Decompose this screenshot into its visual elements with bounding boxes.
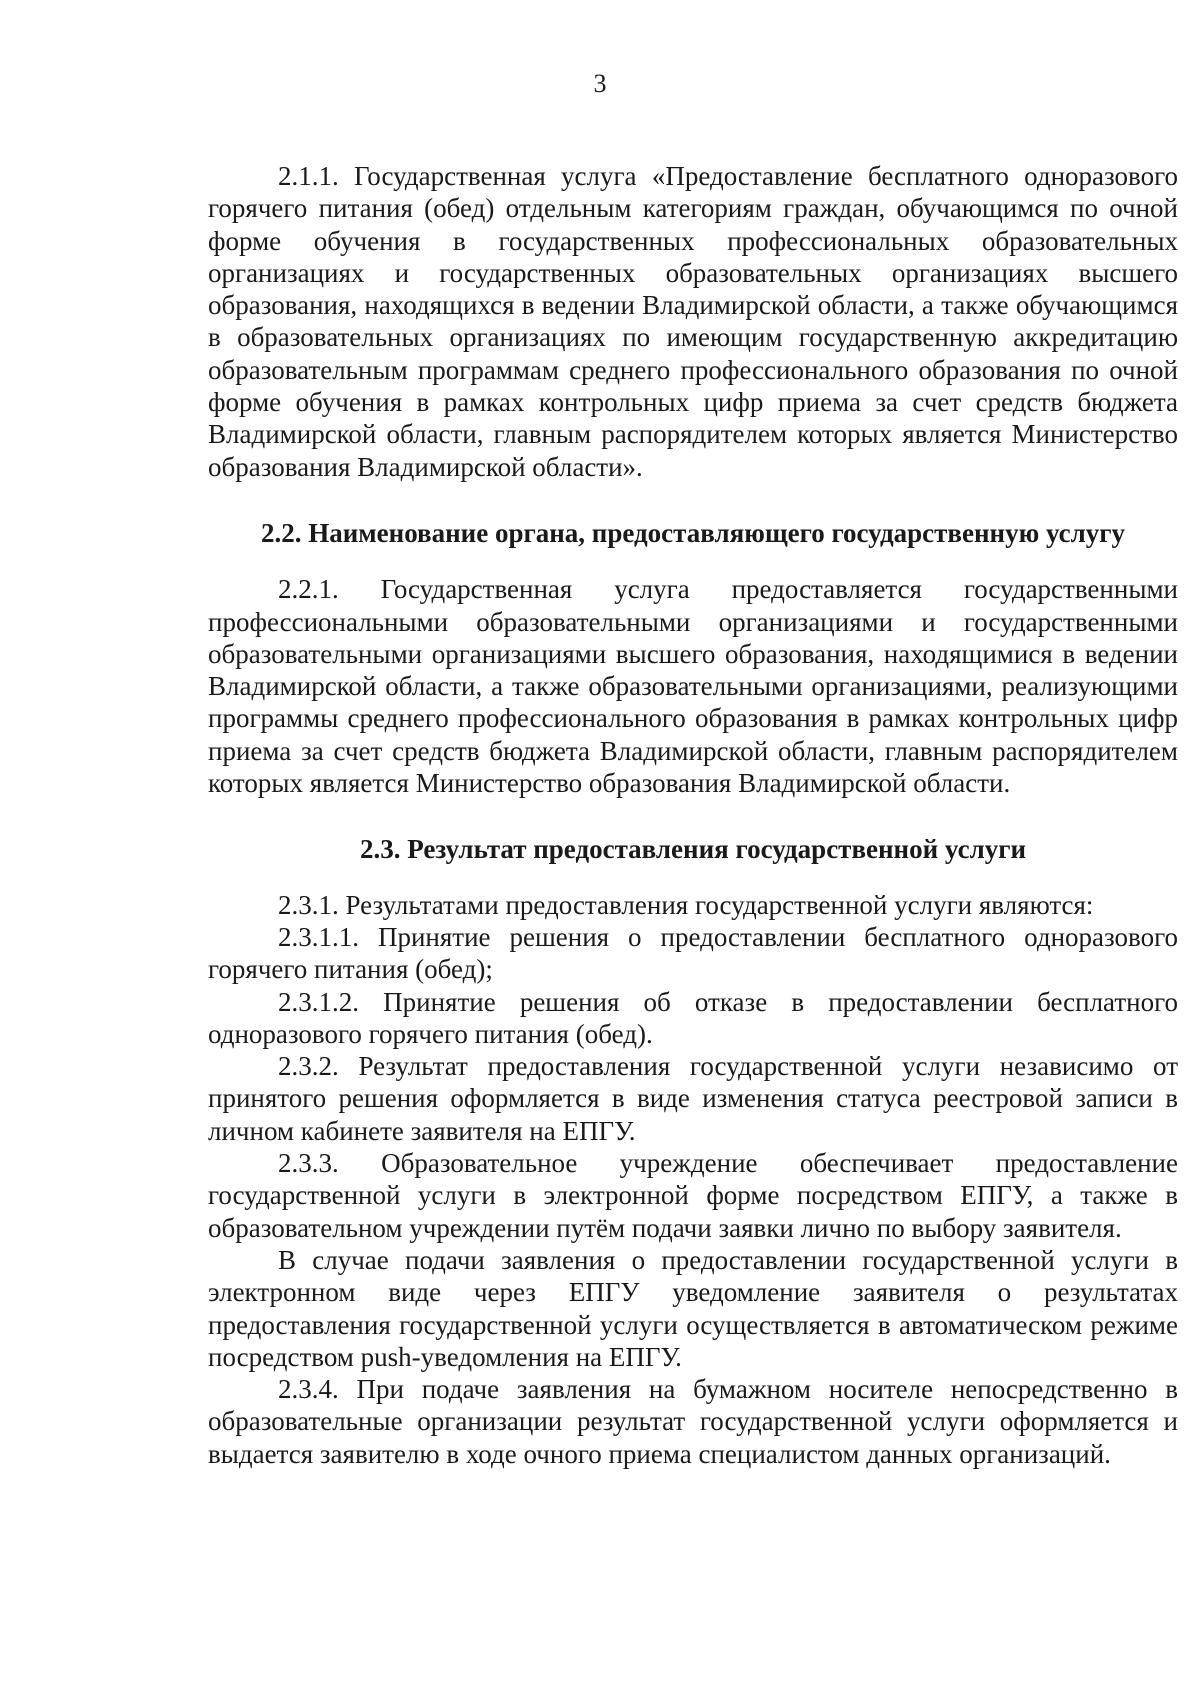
paragraph-2-1-1: 2.1.1. Государственная услуга «Предоставление бесплатного одноразового горячего питания (обед) отдельным категориям граждан, обучающимся по очной форме обучения в государственных профессиональных образовательных организациях и государственных образовательных организациях высшего образования, находящихся в ведении Владимирской области, а также обучающимся в образовательных организациях по имеющим государственную аккредитацию образовательным программам среднего профессионального образования по очной форме обучения в рамках контрольных цифр приема за счет средств бюджета Владимирской области, главным распорядителем которых является Министерство образования Владимирской области». [208,161,1178,482]
paragraph-2-3-1: 2.3.1. Результатами предоставления государственной услуги являются: [278,889,1094,920]
paragraph-2-3-1-2: 2.3.1.2. Принятие решения об отказе в предоставлении бесплатного одноразового горячего питания (обед). [208,986,1178,1049]
paragraph-2-3-3-electronic: В случае подачи заявления о предоставлении государственной услуги в электронном виде через ЕПГУ уведомление заявителя о результатах предоставления государственной услуги осуществляется в автоматическом режиме посредством push-уведомления на ЕПГУ. [208,1244,1178,1372]
section-heading-2-3: 2.3. Результат предоставления государственной услуги [359,834,1027,865]
page-number: 3 [593,69,607,98]
paragraph-2-3-2: 2.3.2. Результат предоставления государственной услуги независимо от принятого решения оформляется в виде изменения статуса реестровой записи в личном кабинете заявителя на ЕПГУ. [208,1051,1178,1146]
paragraph-2-2-1: 2.2.1. Государственная услуга предоставляется государственными профессиональными образовательными организациями и государственными образовательными организациями высшего образования, находящимися в ведении Владимирской области, а также образовательными организациями, реализующими программы среднего профессионального образования в рамках контрольных цифр приема за счет средств бюджета Владимирской области, главным распорядителем которых является Министерство образования Владимирской области. [208,574,1178,799]
document-body [208,160,1178,1470]
paragraph-2-3-3: 2.3.3. Образовательное учреждение обеспечивает предоставление государственной услуги в электронной форме посредством ЕПГУ, а также в образовательном учреждении путём подачи заявки лично по выбору заявителя. [208,1148,1178,1243]
paragraph-2-3-4: 2.3.4. При подаче заявления на бумажном носителе непосредственно в образовательные организации результат государственной услуги оформляется и выдается заявителю в ходе очного приема специалистом данных организаций. [208,1374,1178,1469]
section-heading-2-2: 2.2. Наименование органа, предоставляющего государственную услугу [260,517,1126,548]
paragraph-2-3-1-1: 2.3.1.1. Принятие решения о предоставлении бесплатного одноразового горячего питания (обед); [208,921,1178,985]
